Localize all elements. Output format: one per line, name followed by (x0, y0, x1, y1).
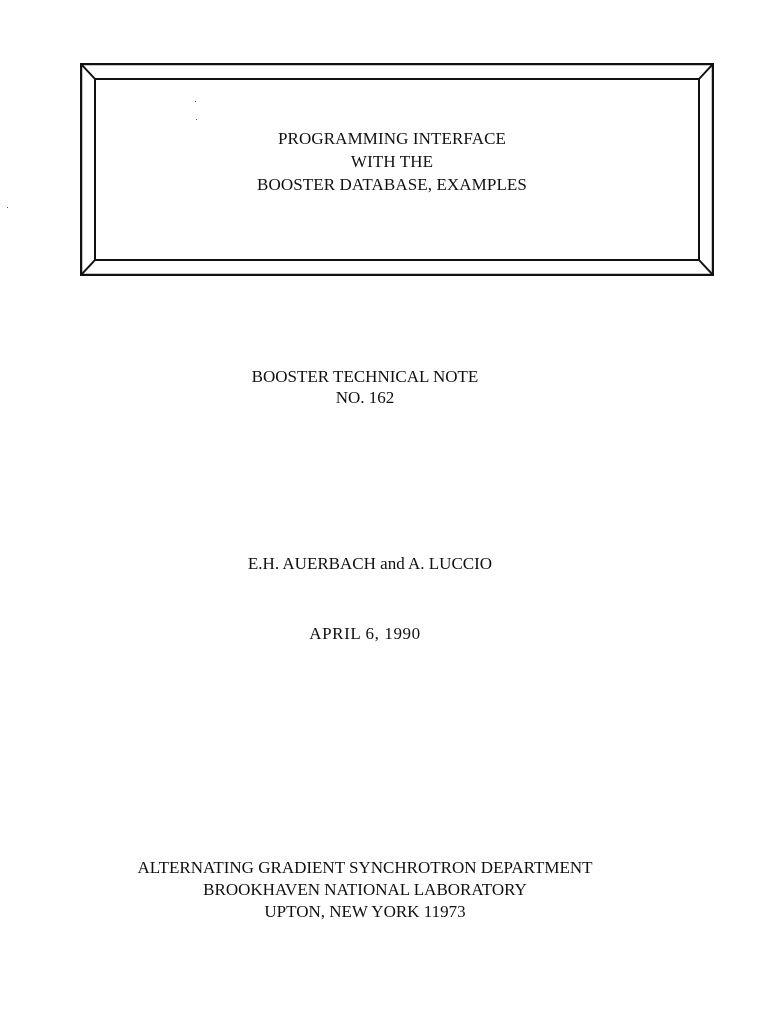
document-title (95, 127, 689, 196)
title-line-1: PROGRAMMING INTERFACE (278, 129, 506, 148)
scan-speck (195, 101, 196, 102)
technical-note-block (0, 366, 730, 408)
publication-date: APRIL 6, 1990 (309, 624, 421, 643)
note-series: BOOSTER TECHNICAL NOTE (251, 367, 479, 386)
address: UPTON, NEW YORK 11973 (264, 902, 466, 921)
title-line-2: WITH THE (350, 152, 434, 171)
authors: E.H. AUERBACH and A. LUCCIO (247, 554, 493, 573)
laboratory: BROOKHAVEN NATIONAL LABORATORY (203, 880, 527, 899)
scan-speck (196, 119, 197, 120)
department: ALTERNATING GRADIENT SYNCHROTRON DEPARTMENT (137, 858, 593, 877)
scan-speck (7, 207, 8, 208)
title-line-3: BOOSTER DATABASE, EXAMPLES (257, 175, 527, 194)
note-number: NO. 162 (335, 388, 395, 407)
institution-block (0, 857, 730, 923)
